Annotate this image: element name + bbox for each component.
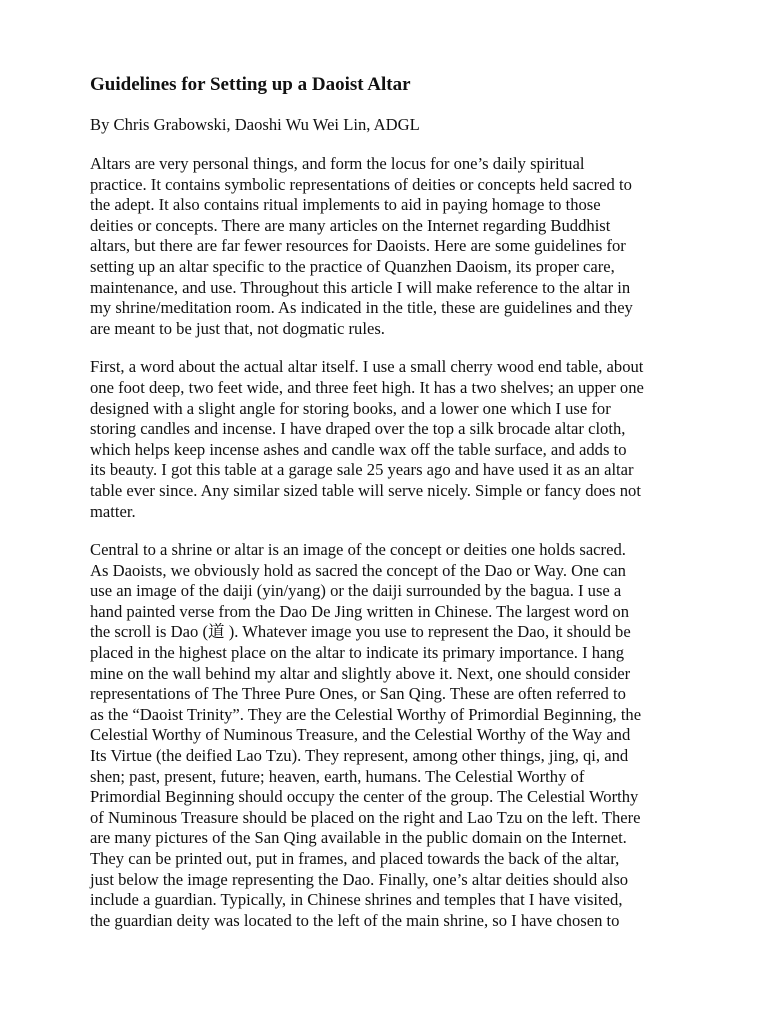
text-line: practice. It contains symbolic representations of deities or concepts held sacred to	[90, 174, 632, 194]
text-line: They can be printed out, put in frames, and placed towards the back of the altar,	[90, 849, 620, 868]
text-line: as the “Daoist Trinity”. They are the Celestial Worthy of Primordial Beginning, the	[90, 704, 642, 724]
text-line: table ever since. Any similar sized table will serve nicely. Simple or fancy does not	[90, 480, 641, 500]
body-paragraph	[90, 540, 690, 931]
document-title: Guidelines for Setting up a Daoist Altar	[90, 74, 411, 95]
text-line: which helps keep incense ashes and candle wax off the table surface, and adds to	[90, 439, 627, 459]
text-line: are meant to be just that, not dogmatic rules.	[90, 318, 385, 338]
text-line: just below the image representing the Dao. Finally, one’s altar deities should also	[90, 869, 629, 889]
body-paragraph	[90, 357, 690, 522]
text-line: the guardian deity was located to the left of the main shrine, so I have chosen to	[90, 910, 620, 930]
text-line: its beauty. I got this table at a garage sale 25 years ago and have used it as an altar	[90, 460, 634, 480]
text-line: one foot deep, two feet wide, and three feet high. It has a two shelves; an upper one	[90, 377, 644, 397]
text-line: the scroll is Dao (道 ). Whatever image you use to represent the Dao, it should be	[90, 622, 631, 642]
text-line: mine on the wall behind my altar and slightly above it. Next, one should consider	[90, 663, 631, 683]
text-line: deities or concepts. There are many articles on the Internet regarding Buddhist	[90, 215, 611, 235]
text-line: use an image of the daiji (yin/yang) or the daiji surrounded by the bagua. I use a	[90, 581, 622, 601]
text-line: shen; past, present, future; heaven, earth, humans. The Celestial Worthy of	[90, 766, 585, 786]
text-line: maintenance, and use. Throughout this article I will make reference to the altar in	[90, 277, 631, 297]
text-line: altars, but there are far fewer resources for Daoists. Here are some guidelines for	[90, 236, 626, 256]
text-line: hand painted verse from the Dao De Jing written in Chinese. The largest word on	[90, 601, 630, 621]
document-page	[90, 72, 690, 931]
text-line: my shrine/meditation room. As indicated in the title, these are guidelines and they	[90, 298, 633, 318]
text-line: representations of The Three Pure Ones, or San Qing. These are often referred to	[90, 684, 626, 704]
text-line: are many pictures of the San Qing available in the public domain on the Internet.	[90, 828, 627, 848]
text-line: setting up an altar specific to the practice of Quanzhen Daoism, its proper care,	[90, 256, 615, 276]
text-line: Its Virtue (the deified Lao Tzu). They represent, among other things, jing, qi, and	[90, 746, 629, 766]
text-line: Central to a shrine or altar is an image of the concept or deities one holds sacred.	[90, 540, 626, 560]
document-body	[90, 154, 690, 931]
text-line: the adept. It also contains ritual implements to aid in paying homage to those	[90, 195, 601, 215]
body-paragraph	[90, 154, 690, 339]
text-line: designed with a slight angle for storing books, and a lower one which I use for	[90, 398, 611, 418]
text-line: matter.	[90, 501, 136, 521]
text-line: placed in the highest place on the altar to indicate its primary importance. I hang	[90, 643, 625, 663]
text-line: Primordial Beginning should occupy the center of the group. The Celestial Worthy	[90, 787, 639, 807]
text-line: First, a word about the actual altar itself. I use a small cherry wood end table, about	[90, 357, 644, 377]
text-line: include a guardian. Typically, in Chinese shrines and temples that I have visited,	[90, 890, 623, 910]
text-line: As Daoists, we obviously hold as sacred the concept of the Dao or Way. One can	[90, 560, 626, 580]
document-byline: By Chris Grabowski, Daoshi Wu Wei Lin, ADGL	[90, 115, 420, 134]
text-line: Celestial Worthy of Numinous Treasure, and the Celestial Worthy of the Way and	[90, 725, 631, 745]
text-line: of Numinous Treasure should be placed on the right and Lao Tzu on the left. There	[90, 807, 641, 827]
text-line: Altars are very personal things, and form the locus for one’s daily spiritual	[90, 154, 585, 173]
text-line: storing candles and incense. I have draped over the top a silk brocade altar cloth,	[90, 419, 626, 439]
